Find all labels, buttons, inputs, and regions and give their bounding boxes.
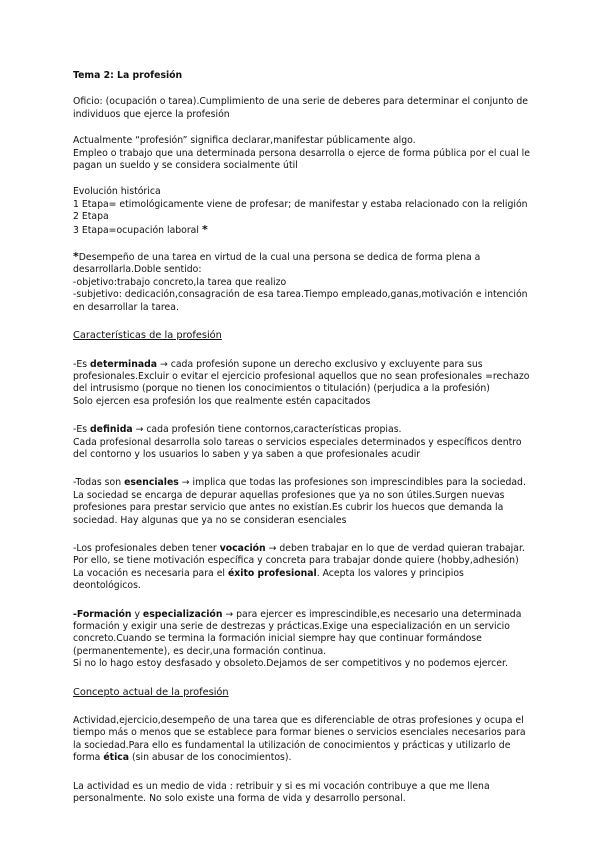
actualmente-line-2: Empleo o trabajo que una determinada persona desarrolla o ejerce de forma pública por el cual le pagan un sueldo y se considera socialmente útil <box>73 147 530 172</box>
vocacion-line-3 <box>73 568 533 593</box>
determinada-text: → cada profesión supone un derecho exclusivo y excluyente para sus profesionales.Excluir o evitar el ejercicio profesional aquellos que no sean profesionales =rechazo del intrusismo (porque no tienen los conocimientos o titulación) (perjudica a la profesión) <box>73 358 530 395</box>
oficio-paragraph: Oficio: (ocupación o tarea).Cumplimiento de una serie de deberes para determinar el conjunto de individuos que ejerce la profesión <box>73 96 529 120</box>
exito-profesional-keyword: éxito profesional <box>227 567 317 579</box>
definida-block <box>73 424 533 461</box>
especializacion-keyword: especialización <box>142 608 223 620</box>
etapa-2: 2 Etapa <box>73 211 109 223</box>
etapa-3-asterisk: * <box>201 222 208 236</box>
evolucion-heading: Evolución histórica <box>73 186 161 198</box>
vocacion-prefix: -Los profesionales deben tener <box>73 542 220 554</box>
objetivo-line: -objetivo:trabajo concreto,la tarea que realizo <box>73 276 287 288</box>
formacion-prefix: - <box>73 608 77 620</box>
formacion-line-2: Si no lo hago estoy desfasado y obsoleto.Dejamos de ser competitivos y no podemos ejercer. <box>73 658 508 670</box>
evolucion-block <box>73 186 533 237</box>
determinada-line-2: Solo ejercen esa profesión los que realmente estén capacitados <box>73 395 371 407</box>
desempeno-block <box>73 251 533 314</box>
definida-text: → cada profesión tiene contornos,características propias. <box>132 424 402 436</box>
definida-prefix: -Es <box>73 424 91 436</box>
concepto-paragraph-1 <box>73 715 533 765</box>
definida-keyword: definida <box>90 424 133 436</box>
determinada-prefix: -Es <box>73 358 91 370</box>
desempeno-line: Desempeño de una tarea en virtud de la cual una persona se dedica de forma plena a desarrollarla.Doble sentido: <box>73 252 481 276</box>
vocacion-line-3-pre: La vocación es necesaria para el <box>73 567 228 579</box>
vocacion-line-2: Por ello, se tiene motivación específica y concreta para trabajar donde quiere (hobby,adhesión) <box>73 555 519 567</box>
vocacion-line <box>73 543 533 555</box>
formacion-mid: y <box>131 608 143 620</box>
actualmente-line-1: Actualmente “profesión” significa declarar,manifestar públicamente algo. <box>73 135 416 147</box>
vocacion-keyword: vocación <box>219 542 266 554</box>
concepto-heading: Concepto actual de la profesión <box>73 686 229 698</box>
esenciales-line-2: La sociedad se encarga de depurar aquellas profesiones que ya no son útiles.Surgen nuevas profesiones para prestar servicio que antes no existían.Es cubrir los huecos que demanda la sociedad. Hay algunas que ya no se consideran esenciales <box>73 489 505 526</box>
etica-keyword: ética <box>103 752 130 764</box>
determinada-line <box>73 359 533 396</box>
vocacion-text: → deben trabajar en lo que de verdad quieran trabajar. <box>265 542 525 554</box>
esenciales-block <box>73 477 533 527</box>
etapa-3 <box>73 224 533 237</box>
determinada-keyword: determinada <box>90 358 158 370</box>
esenciales-line <box>73 477 533 489</box>
definida-line <box>73 424 533 436</box>
etapa-3-text: 3 Etapa=ocupación laboral <box>73 224 199 236</box>
esenciales-prefix: -Todas son <box>73 477 125 489</box>
concepto-p1-post: (sin abusar de los conocimientos). <box>129 752 292 764</box>
esenciales-keyword: esenciales <box>124 477 179 489</box>
caracteristicas-heading: Características de la profesión <box>73 330 222 342</box>
formacion-block <box>73 609 533 671</box>
esenciales-text: → implica que todas las profesiones son imprescindibles para la sociedad. <box>178 477 526 489</box>
concepto-paragraph-2: La actividad es un medio de vida : retribuir y si es mi vocación contribuye a que me llena personalmente. No solo existe una forma de vida y desarrollo personal. <box>73 780 490 805</box>
determinada-block <box>73 359 533 409</box>
vocacion-line-3-post: . Acepta los valores y principios deontológicos. <box>73 567 464 592</box>
formacion-line <box>73 609 533 659</box>
actualmente-block <box>73 135 533 172</box>
etapa-1: 1 Etapa= etimológicamente viene de profesar; de manifestar y estaba relacionado con la religión <box>73 198 528 210</box>
document-body <box>73 70 533 805</box>
vocacion-block <box>73 543 533 593</box>
formacion-keyword: Formación <box>76 608 132 620</box>
formacion-text: → para ejercer es imprescindible,es necesario una determinada formación y exigir una serie de destrezas y prácticas.Exige una especialización en un servicio concreto.Cuando se termina la formación inicial siempre hay que continuar formándose (permanentemente), es decir,una formación continua. <box>73 608 522 657</box>
page-title: Tema 2: La profesión <box>73 70 183 81</box>
desempeno-text <box>73 251 533 277</box>
desempeno-asterisk: * <box>73 250 79 264</box>
definida-line-2: Cada profesional desarrolla solo tareas o servicios especiales determinados y específicos dentro del contorno y los usuarios lo saben y ya saben a que profesionales acudir <box>73 436 522 460</box>
concepto-p1-pre: Actividad,ejercicio,desempeño de una tarea que es diferenciable de otras profesiones y ocupa el tiempo más o menos que se establece para formar bienes o servicios esenciales necesarios para la sociedad.Para ello es fundamental la utilización de conocimientos y prácticas y utilizarlo de forma <box>73 715 526 764</box>
subjetivo-line: -subjetivo: dedicación,consagración de esa tarea.Tiempo empleado,ganas,motivación e intención en desarrollar la tarea. <box>73 289 528 313</box>
